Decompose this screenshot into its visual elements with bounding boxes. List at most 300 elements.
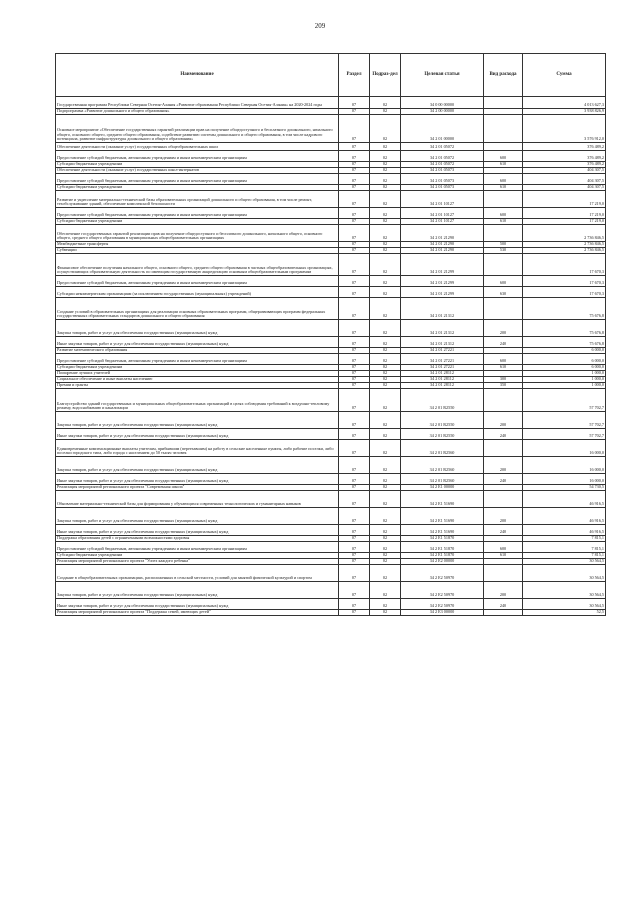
cell-subsection: 02 xyxy=(370,389,401,412)
cell-expense-kind: 610 xyxy=(484,553,523,559)
cell-expense-kind: 200 xyxy=(484,508,523,525)
cell-sum: 75 676,8 xyxy=(523,320,606,337)
cell-name: Поощрение лучших учителей xyxy=(56,371,339,377)
cell-target-article: 34 2 E1 00000 xyxy=(401,485,484,491)
cell-name: Субсидии бюджетным учреждениям xyxy=(56,219,339,225)
cell-expense-kind: 240 xyxy=(484,599,523,610)
cell-target-article: 34 2 E1 51870 xyxy=(401,536,484,542)
cell-target-article: 34 2 E2 50970 xyxy=(401,599,484,610)
header-subsection: Подраз-дел xyxy=(370,54,401,97)
cell-subsection: 02 xyxy=(370,491,401,508)
cell-expense-kind: 240 xyxy=(484,337,523,348)
cell-sum: 17 219,0 xyxy=(523,191,606,208)
cell-subsection: 02 xyxy=(370,536,401,542)
cell-subsection: 02 xyxy=(370,254,401,276)
cell-subsection: 02 xyxy=(370,219,401,225)
cell-expense-kind: 200 xyxy=(484,320,523,337)
cell-target-article: 34 2 E1 51870 xyxy=(401,553,484,559)
cell-sum: 3 938 826,9 xyxy=(523,109,606,115)
table-row xyxy=(56,225,606,242)
cell-name: Государственная программа Республики Северная Осетия-Алания «Развитие образования Республики Северная Осетия-Алания» на 2020-2024 годы xyxy=(56,97,339,109)
cell-section: 07 xyxy=(339,599,370,610)
cell-expense-kind: 240 xyxy=(484,429,523,440)
cell-section: 07 xyxy=(339,491,370,508)
cell-expense-kind: 630 xyxy=(484,287,523,298)
cell-sum: 7 815,1 xyxy=(523,536,606,542)
cell-sum: 30 564,5 xyxy=(523,559,606,565)
table-row xyxy=(56,298,606,320)
cell-sum: 46 916,5 xyxy=(523,508,606,525)
cell-name: Социальное обеспечение и иные выплаты населению xyxy=(56,377,339,383)
cell-name: Предоставление субсидий бюджетным, автономным учреждениям и иным некоммерческим организациям xyxy=(56,276,339,287)
cell-sum: 46 916,5 xyxy=(523,525,606,536)
cell-subsection: 02 xyxy=(370,337,401,348)
cell-expense-kind xyxy=(484,440,523,457)
cell-expense-kind: 610 xyxy=(484,162,523,168)
cell-section: 07 xyxy=(339,225,370,242)
cell-expense-kind xyxy=(484,491,523,508)
cell-sum: 376 489,2 xyxy=(523,162,606,168)
table-row xyxy=(56,276,606,287)
cell-expense-kind: 600 xyxy=(484,174,523,185)
cell-name: Иные закупки товаров, работ и услуг для обеспечения государственных (муниципальных) нужд xyxy=(56,337,339,348)
cell-name: Поддержка образования детей с ограниченными возможностями здоровья xyxy=(56,536,339,542)
cell-subsection: 02 xyxy=(370,168,401,174)
cell-target-article: 34 2 01 05072 xyxy=(401,151,484,162)
cell-name: Закупка товаров, работ и услуг для обеспечения государственных (муниципальных) нужд xyxy=(56,320,339,337)
table-row xyxy=(56,508,606,525)
cell-subsection: 02 xyxy=(370,109,401,115)
cell-sum: 16 000,0 xyxy=(523,474,606,485)
cell-subsection: 02 xyxy=(370,248,401,254)
cell-expense-kind xyxy=(484,389,523,412)
cell-expense-kind xyxy=(484,191,523,208)
cell-subsection: 02 xyxy=(370,185,401,191)
cell-section: 07 xyxy=(339,174,370,185)
cell-target-article: 34 2 01 10127 xyxy=(401,191,484,208)
table-row xyxy=(56,491,606,508)
cell-expense-kind: 200 xyxy=(484,457,523,474)
cell-target-article: 34 2 01 05073 xyxy=(401,185,484,191)
cell-section: 07 xyxy=(339,219,370,225)
cell-name: Предоставление субсидий бюджетным, автономным учреждениям и иным некоммерческим организациям xyxy=(56,354,339,365)
table-row xyxy=(56,151,606,162)
cell-target-article: 34 2 01 00000 xyxy=(401,115,484,143)
cell-section: 07 xyxy=(339,536,370,542)
cell-target-article: 34 2 01 21299 xyxy=(401,254,484,276)
cell-section: 07 xyxy=(339,208,370,219)
cell-target-article: 34 2 01 21290 xyxy=(401,225,484,242)
cell-target-article: 34 2 E1 51690 xyxy=(401,525,484,536)
table-body xyxy=(56,97,606,616)
table-row xyxy=(56,287,606,298)
cell-name: Обеспечение государственных гарантий реализации прав на получение общедоступного и бесплатного дошкольного, начального общего, основного общего, среднего общего образования в муниципальных общеобразовательных организациях xyxy=(56,225,339,242)
table-row xyxy=(56,599,606,610)
cell-section: 07 xyxy=(339,371,370,377)
table-row xyxy=(56,582,606,599)
cell-target-article: 34 2 E2 00000 xyxy=(401,559,484,565)
cell-sum: 57 702,7 xyxy=(523,389,606,412)
cell-subsection: 02 xyxy=(370,162,401,168)
cell-name: Предоставление субсидий бюджетным, автономным учреждениям и иным некоммерческим организациям xyxy=(56,174,339,185)
cell-target-article: 34 2 01 R2560 xyxy=(401,440,484,457)
cell-sum: 46 916,5 xyxy=(523,491,606,508)
cell-expense-kind: 610 xyxy=(484,365,523,371)
table-row xyxy=(56,115,606,143)
cell-subsection: 02 xyxy=(370,525,401,536)
cell-target-article: 34 2 01 10127 xyxy=(401,219,484,225)
cell-section: 07 xyxy=(339,389,370,412)
table-row xyxy=(56,565,606,582)
cell-sum: 1 000,0 xyxy=(523,371,606,377)
table-row xyxy=(56,254,606,276)
cell-subsection: 02 xyxy=(370,599,401,610)
cell-name: Благоустройство зданий государственных и муниципальных общеобразовательных организаций в целях соблюдения требований к воздушно-тепловому режиму, водоснабжению и канализации xyxy=(56,389,339,412)
cell-sum: 30 564,5 xyxy=(523,582,606,599)
table-row xyxy=(56,354,606,365)
cell-name: Развитие математического образования xyxy=(56,348,339,354)
table-header-row xyxy=(56,54,606,97)
cell-section: 07 xyxy=(339,565,370,582)
cell-subsection: 02 xyxy=(370,553,401,559)
cell-section: 07 xyxy=(339,457,370,474)
cell-section: 07 xyxy=(339,383,370,389)
cell-section: 07 xyxy=(339,242,370,248)
cell-expense-kind: 500 xyxy=(484,242,523,248)
cell-section: 07 xyxy=(339,559,370,565)
cell-name: Реализация мероприятий регионального проекта "Поддержка семей, имеющих детей" xyxy=(56,610,339,616)
cell-target-article: 34 2 01 10127 xyxy=(401,208,484,219)
cell-target-article: 34 2 01 05072 xyxy=(401,162,484,168)
cell-subsection: 02 xyxy=(370,542,401,553)
cell-name: Реализация мероприятий регионального проекта "Современная школа" xyxy=(56,485,339,491)
cell-name: Иные закупки товаров, работ и услуг для обеспечения государственных (муниципальных) нужд xyxy=(56,429,339,440)
cell-subsection: 02 xyxy=(370,225,401,242)
cell-expense-kind: 530 xyxy=(484,248,523,254)
cell-sum: 376 489,2 xyxy=(523,143,606,151)
cell-sum: 1 000,0 xyxy=(523,383,606,389)
cell-target-article: 34 2 01 R2560 xyxy=(401,474,484,485)
cell-subsection: 02 xyxy=(370,287,401,298)
cell-name: Предоставление субсидий бюджетным, автономным учреждениям и иным некоммерческим организациям xyxy=(56,208,339,219)
cell-subsection: 02 xyxy=(370,348,401,354)
cell-section: 07 xyxy=(339,97,370,109)
cell-section: 07 xyxy=(339,542,370,553)
cell-subsection: 02 xyxy=(370,508,401,525)
cell-sum: 404 307,5 xyxy=(523,168,606,174)
cell-expense-kind: 600 xyxy=(484,208,523,219)
cell-target-article: 34 2 E1 51690 xyxy=(401,508,484,525)
cell-sum: 75 676,8 xyxy=(523,337,606,348)
cell-name: Подпрограмма «Развитие дошкольного и общего образования» xyxy=(56,109,339,115)
cell-subsection: 02 xyxy=(370,377,401,383)
cell-target-article: 34 2 E1 51870 xyxy=(401,542,484,553)
table-row xyxy=(56,429,606,440)
table-row xyxy=(56,474,606,485)
cell-section: 07 xyxy=(339,440,370,457)
cell-name: Обеспечение деятельности (оказание услуг) государственных общеобразовательных школ xyxy=(56,143,339,151)
cell-section: 07 xyxy=(339,109,370,115)
cell-section: 07 xyxy=(339,254,370,276)
cell-expense-kind xyxy=(484,97,523,109)
cell-subsection: 02 xyxy=(370,115,401,143)
cell-sum: 17 670,3 xyxy=(523,287,606,298)
cell-target-article: 34 2 01 21290 xyxy=(401,248,484,254)
cell-subsection: 02 xyxy=(370,97,401,109)
cell-expense-kind: 610 xyxy=(484,185,523,191)
cell-expense-kind: 600 xyxy=(484,354,523,365)
header-section: Раздел xyxy=(339,54,370,97)
cell-section: 07 xyxy=(339,320,370,337)
cell-sum: 404 307,5 xyxy=(523,174,606,185)
cell-sum: 404 307,5 xyxy=(523,185,606,191)
table-row xyxy=(56,191,606,208)
cell-expense-kind: 610 xyxy=(484,219,523,225)
cell-name: Закупка товаров, работ и услуг для обеспечения государственных (муниципальных) нужд xyxy=(56,412,339,429)
cell-expense-kind: 600 xyxy=(484,276,523,287)
cell-target-article: 34 2 01 28112 xyxy=(401,383,484,389)
cell-target-article: 34 2 01 27221 xyxy=(401,354,484,365)
cell-name: Закупка товаров, работ и услуг для обеспечения государственных (муниципальных) нужд xyxy=(56,457,339,474)
cell-section: 07 xyxy=(339,429,370,440)
cell-subsection: 02 xyxy=(370,412,401,429)
cell-subsection: 02 xyxy=(370,457,401,474)
cell-section: 07 xyxy=(339,474,370,485)
cell-sum: 17 219,0 xyxy=(523,219,606,225)
cell-name: Субсидии некоммерческим организациям (за исключением государственных (муниципальных) учреждений) xyxy=(56,287,339,298)
cell-target-article: 34 2 E3 00000 xyxy=(401,610,484,616)
cell-sum: 54 730,5 xyxy=(523,485,606,491)
cell-section: 07 xyxy=(339,525,370,536)
cell-subsection: 02 xyxy=(370,371,401,377)
table-row xyxy=(56,337,606,348)
table-row xyxy=(56,208,606,219)
cell-sum: 57 702,7 xyxy=(523,429,606,440)
cell-target-article: 34 2 01 R2550 xyxy=(401,389,484,412)
cell-section: 07 xyxy=(339,162,370,168)
cell-name: Субвенции xyxy=(56,248,339,254)
cell-target-article: 34 2 01 21290 xyxy=(401,242,484,248)
cell-sum: 52,5 xyxy=(523,610,606,616)
cell-target-article: 34 2 01 28112 xyxy=(401,371,484,377)
cell-name: Закупка товаров, работ и услуг для обеспечения государственных (муниципальных) нужд xyxy=(56,508,339,525)
cell-subsection: 02 xyxy=(370,143,401,151)
cell-name: Развитие и укрепление материально-технической базы образовательных организаций дошкольного и общего образования, в том числе ремонт, техобслуживание зданий, обеспечение комплексной безопасности xyxy=(56,191,339,208)
cell-section: 07 xyxy=(339,582,370,599)
cell-section: 07 xyxy=(339,348,370,354)
cell-section: 07 xyxy=(339,276,370,287)
cell-section: 07 xyxy=(339,168,370,174)
table-row xyxy=(56,525,606,536)
cell-name: Предоставление субсидий бюджетным, автономным учреждениям и иным некоммерческим организациям xyxy=(56,151,339,162)
budget-table xyxy=(55,53,606,616)
cell-target-article: 34 2 01 05072 xyxy=(401,143,484,151)
cell-sum: 7 815,1 xyxy=(523,553,606,559)
cell-sum: 1 000,0 xyxy=(523,377,606,383)
cell-sum: 16 000,0 xyxy=(523,457,606,474)
cell-section: 07 xyxy=(339,610,370,616)
cell-subsection: 02 xyxy=(370,565,401,582)
cell-name: Предоставление субсидий бюджетным, автономным учреждениям и иным некоммерческим организациям xyxy=(56,542,339,553)
cell-section: 07 xyxy=(339,298,370,320)
cell-subsection: 02 xyxy=(370,276,401,287)
table-row xyxy=(56,320,606,337)
cell-section: 07 xyxy=(339,337,370,348)
table-row xyxy=(56,389,606,412)
cell-target-article: 34 2 01 27221 xyxy=(401,348,484,354)
table-row xyxy=(56,457,606,474)
cell-subsection: 02 xyxy=(370,582,401,599)
cell-sum: 16 000,0 xyxy=(523,440,606,457)
cell-target-article: 34 2 01 21312 xyxy=(401,298,484,320)
cell-subsection: 02 xyxy=(370,208,401,219)
cell-name: Обновление материально-технической базы для формирования у обучающихся современных технологических и гуманитарных навыков xyxy=(56,491,339,508)
cell-expense-kind xyxy=(484,254,523,276)
cell-subsection: 02 xyxy=(370,151,401,162)
cell-target-article: 34 2 E2 50970 xyxy=(401,582,484,599)
cell-section: 07 xyxy=(339,151,370,162)
cell-section: 07 xyxy=(339,508,370,525)
cell-target-article: 34 2 E1 51690 xyxy=(401,491,484,508)
cell-name: Основное мероприятие «Обеспечение государственных гарантий реализации прав на получение общедоступного и бесплатного дошкольного, начального общего, основного общего, среднего общего образования, содействие развитию системы дошкольного и общего образования, в том числе кадрового потенциала, развитие инфраструктуры дошкольного и общего образования» xyxy=(56,115,339,143)
cell-sum: 2 736 846,5 xyxy=(523,248,606,254)
cell-name: Закупка товаров, работ и услуг для обеспечения государственных (муниципальных) нужд xyxy=(56,582,339,599)
cell-name: Создание в общеобразовательных организациях, расположенных в сельской местности, условий для занятий физической культурой и спортом xyxy=(56,565,339,582)
cell-expense-kind: 600 xyxy=(484,151,523,162)
cell-name: Иные закупки товаров, работ и услуг для обеспечения государственных (муниципальных) нужд xyxy=(56,599,339,610)
cell-sum: 17 219,0 xyxy=(523,208,606,219)
cell-subsection: 02 xyxy=(370,474,401,485)
cell-name: Премии и гранты xyxy=(56,383,339,389)
cell-target-article: 34 2 01 21312 xyxy=(401,337,484,348)
cell-subsection: 02 xyxy=(370,242,401,248)
cell-sum: 3 576 912,0 xyxy=(523,115,606,143)
cell-subsection: 02 xyxy=(370,383,401,389)
cell-subsection: 02 xyxy=(370,559,401,565)
cell-name: Создание условий в образовательных организациях для реализации основных образовательных программ, общеразвивающих программ федеральных государственных образовательных стандартов дошкольного и общего образования xyxy=(56,298,339,320)
cell-sum: 4 013 627,3 xyxy=(523,97,606,109)
cell-target-article: 34 2 01 21312 xyxy=(401,320,484,337)
cell-section: 07 xyxy=(339,354,370,365)
cell-expense-kind: 200 xyxy=(484,582,523,599)
cell-name: Субсидии бюджетным учреждениям xyxy=(56,185,339,191)
cell-name: Межбюджетные трансферты xyxy=(56,242,339,248)
cell-sum: 75 676,8 xyxy=(523,298,606,320)
cell-subsection: 02 xyxy=(370,610,401,616)
cell-section: 07 xyxy=(339,377,370,383)
cell-expense-kind xyxy=(484,565,523,582)
cell-section: 07 xyxy=(339,412,370,429)
cell-name: Финансовое обеспечение получения начального общего, основного общего, среднего общего образования в частных общеобразовательных организациях, осуществляющих образовательную деятельность по имеющим государственную аккредитацию основным общеобразовательным программам xyxy=(56,254,339,276)
cell-target-article: 34 2 01 05073 xyxy=(401,174,484,185)
cell-subsection: 02 xyxy=(370,298,401,320)
cell-section: 07 xyxy=(339,115,370,143)
cell-section: 07 xyxy=(339,287,370,298)
cell-expense-kind: 600 xyxy=(484,542,523,553)
cell-subsection: 02 xyxy=(370,354,401,365)
cell-name: Обеспечение деятельности (оказание услуг) государственных школ-интернатов xyxy=(56,168,339,174)
cell-subsection: 02 xyxy=(370,191,401,208)
cell-section: 07 xyxy=(339,485,370,491)
cell-name: Субсидии бюджетным учреждениям xyxy=(56,365,339,371)
cell-section: 07 xyxy=(339,191,370,208)
cell-expense-kind xyxy=(484,225,523,242)
cell-sum: 376 489,2 xyxy=(523,151,606,162)
cell-target-article: 34 2 01 28112 xyxy=(401,377,484,383)
cell-sum: 6 000,0 xyxy=(523,365,606,371)
cell-name: Иные закупки товаров, работ и услуг для обеспечения государственных (муниципальных) нужд xyxy=(56,474,339,485)
cell-name: Реализация мероприятий регионального проекта "Успех каждого ребенка" xyxy=(56,559,339,565)
cell-subsection: 02 xyxy=(370,174,401,185)
header-target-article: Целевая статья xyxy=(401,54,484,97)
table-row xyxy=(56,143,606,151)
cell-sum: 2 736 846,5 xyxy=(523,242,606,248)
cell-subsection: 02 xyxy=(370,429,401,440)
cell-target-article: 34 2 01 21299 xyxy=(401,276,484,287)
cell-subsection: 02 xyxy=(370,440,401,457)
cell-sum: 30 564,5 xyxy=(523,599,606,610)
cell-target-article: 34 2 E2 50970 xyxy=(401,565,484,582)
cell-sum: 17 670,3 xyxy=(523,276,606,287)
cell-sum: 57 702,7 xyxy=(523,412,606,429)
table-row xyxy=(56,174,606,185)
cell-section: 07 xyxy=(339,553,370,559)
cell-target-article: 34 2 01 R2550 xyxy=(401,429,484,440)
cell-sum: 7 815,1 xyxy=(523,542,606,553)
header-name: Наименование xyxy=(56,54,339,97)
cell-subsection: 02 xyxy=(370,365,401,371)
cell-name: Субсидии бюджетным учреждениям xyxy=(56,553,339,559)
cell-target-article: 34 2 01 21299 xyxy=(401,287,484,298)
cell-name: Субсидии бюджетным учреждениям xyxy=(56,162,339,168)
cell-target-article: 34 0 00 00000 xyxy=(401,97,484,109)
table-row xyxy=(56,610,606,616)
cell-name: Иные закупки товаров, работ и услуг для обеспечения государственных (муниципальных) нужд xyxy=(56,525,339,536)
cell-sum: 17 670,3 xyxy=(523,254,606,276)
cell-section: 07 xyxy=(339,185,370,191)
cell-subsection: 02 xyxy=(370,320,401,337)
cell-target-article: 34 2 01 R2560 xyxy=(401,457,484,474)
cell-section: 07 xyxy=(339,248,370,254)
cell-expense-kind xyxy=(484,610,523,616)
cell-sum: 30 564,5 xyxy=(523,565,606,582)
cell-expense-kind: 240 xyxy=(484,525,523,536)
cell-sum: 2 736 846,5 xyxy=(523,225,606,242)
table-row xyxy=(56,97,606,109)
table-row xyxy=(56,412,606,429)
header-sum: Сумма xyxy=(523,54,606,97)
cell-sum: 6 000,0 xyxy=(523,354,606,365)
cell-target-article: 34 2 01 R2550 xyxy=(401,412,484,429)
cell-sum: 6 000,0 xyxy=(523,348,606,354)
cell-target-article: 34 2 01 05073 xyxy=(401,168,484,174)
cell-expense-kind xyxy=(484,143,523,151)
cell-expense-kind: 200 xyxy=(484,412,523,429)
cell-expense-kind: 300 xyxy=(484,377,523,383)
table-row xyxy=(56,542,606,553)
cell-section: 07 xyxy=(339,143,370,151)
page-number: 209 xyxy=(314,22,326,30)
header-expense-kind: Вид расхода xyxy=(484,54,523,97)
cell-target-article: 34 2 01 27221 xyxy=(401,365,484,371)
cell-section: 07 xyxy=(339,365,370,371)
cell-name: Единовременные компенсационные выплаты учителям, прибывшим (переехавшим) на работу в сельские населенные пункты, либо рабочие поселки, либо поселки городского типа, либо города с населением до 50 тысяч человек xyxy=(56,440,339,457)
cell-expense-kind xyxy=(484,298,523,320)
cell-subsection: 02 xyxy=(370,485,401,491)
cell-expense-kind: 240 xyxy=(484,474,523,485)
table-row xyxy=(56,440,606,457)
cell-expense-kind: 350 xyxy=(484,383,523,389)
